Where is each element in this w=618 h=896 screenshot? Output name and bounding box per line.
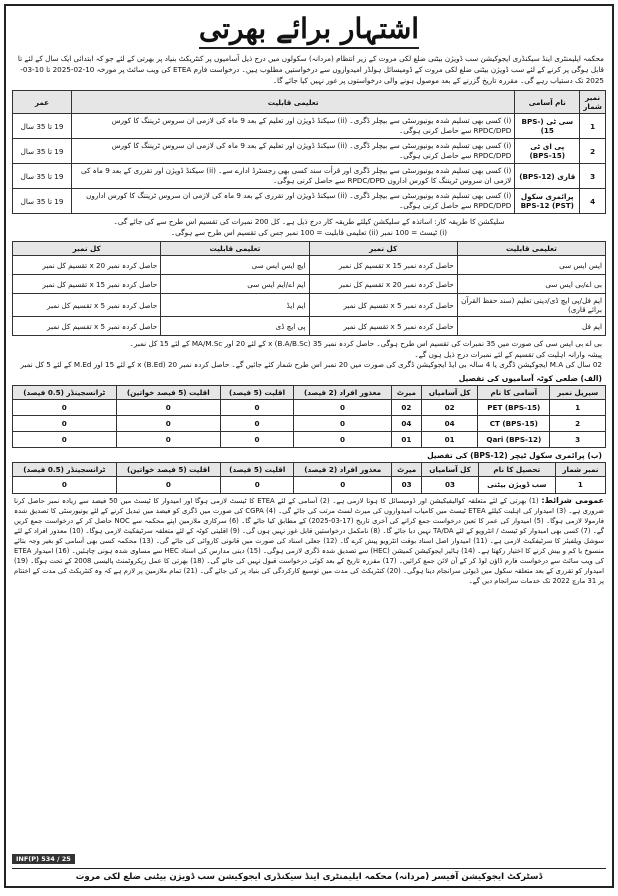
marks-note-2: پیشہ وارانہ اہلیت کی تقسیم کے لئے نمبرات درج ذیل ہوں گے۔ [414, 349, 602, 359]
pst-cell: 0 [116, 476, 220, 493]
quota-cell: 0 [220, 431, 293, 447]
table-row [13, 164, 606, 189]
quota-cell: 01 [422, 431, 478, 447]
pst-cell: 1 [555, 476, 605, 493]
row-qualification: (i) کسی بھی تسلیم شدہ یونیورسٹی سے بیچلر ڈگری۔ (ii) سیکنڈ ڈویژن اور تقرری کے بعد 9 ماہ کی لازمی ان سروس ٹریننگ کا کورس اداروں RPDC/DPD سے حاصل کرنی ہوگی۔ [72, 189, 515, 214]
marks-cell: ایم ایڈ [161, 294, 309, 317]
table-row [13, 399, 606, 415]
marks-cell: حاصل کردہ نمبر x 5 تقسیم کل نمبر [13, 317, 161, 336]
table-row [13, 415, 606, 431]
header-qualification: تعلیمی قابلیت [72, 91, 515, 114]
pst-header: ٹرانسجینڈر (0.5 فیصد) [13, 462, 117, 476]
pst-cell: 03 [422, 476, 478, 493]
table-row [13, 431, 606, 447]
row-post: سی ٹی (BPS-15) [515, 114, 580, 139]
marks-cell: ایس ایس سی [457, 256, 605, 275]
table-row [13, 114, 606, 139]
quota-cell: 0 [13, 415, 117, 431]
terms-text: (1) بھرتی کے لئے متعلقہ کوالیفیکیشن اور ڈومیسائل کا ہونا لازمی ہے۔ (2) آسامی کے لئے ETEA کا ٹیسٹ لازمی ہوگا اور امیدوار کا ٹیسٹ میں 50 فیصد سے زیادہ نمبر حاصل کرنا ضروری ہے۔ (3) امیدوار کی اہلیت کیلئے ETEA ٹیسٹ میں کامیاب امیدواروں کی میرٹ لسٹ مرتب کی جائے گی۔ (4) CGPA کی صورت میں ڈگری کو فیصد میں تبدیل کرنے کے لئے یونیورسٹی کا تصدیق شدہ فارمولا لازمی ہوگا۔ (5) امیدوار کی عمر کا تعین درخواست جمع کرانے کی آخری تاریخ (17-03-2025) کے مطابق کیا جائے گا۔ (6) سرکاری ملازمین اپنے محکمہ سے NOC حاصل کر کے درخواست جمع کریں گے۔ (7) کسی بھی امیدوار کو ٹیسٹ / انٹرویو کے لئے TA/DA نہیں دیا جائے گا۔ (8) نامکمل درخواستیں قابل غور نہیں ہوں گی۔ (9) اقلیتی کوٹہ کے لئے متعلقہ سرٹیفکیٹ لازمی ہوگا۔ (10) معذور افراد کے لئے سوشل ویلفیئر کا سرٹیفکیٹ لازمی ہے۔ (11) امیدوار اصل اسناد بوقت انٹرویو پیش کرے گا۔ (12) جعلی اسناد کی صورت میں قانونی کاروائی کی جائے گی۔ (13) محکمہ کسی بھی آسامی کو بغیر وجہ بتائے منسوخ یا کم و بیش کرنے کا اختیار رکھتا ہے۔ (14) ہائیر ایجوکیشن کمیشن (HEC) سے تصدیق شدہ ڈگری لازمی ہوگی۔ (15) دینی مدارس کی اسناد HEC سے مساوی شدہ ہونی چاہئیں۔ (16) امیدوار ETEA کی ویب سائٹ سے درخواست فارم ڈاؤن لوڈ کر کے آن لائن جمع کرائیں۔ (17) مقررہ تاریخ کے بعد کوئی درخواست قبول نہیں کی جائے گی۔ (18) بھرتی کا عمل ریکروٹمنٹ پالیسی 2008 کے تحت ہوگا۔ (19) امیدوار کو تقرری کے بعد متعلقہ سکول میں ڈیوٹی سرانجام دینا ہوگی۔ (20) کنٹریکٹ کی مدت میں توسیع کارکردگی کی بنیاد پر کی جائے گی۔ (21) تمام ملازمین پر لازم ہے کہ وہ کنٹریکٹ کی مدت کے اختتام پر 31 مارچ 2022 تک خدمات سرانجام دیں گے۔ [14, 496, 605, 586]
row-qualification: (i) کسی بھی تسلیم شدہ یونیورسٹی سے بیچلر ڈگری۔ (ii) سیکنڈ ڈویژن اور تعلیم کے بعد 9 ماہ کی لازمی ان سروس ٹریننگ کا کورس RPDC/DPD سے حاصل کرنی ہوگی۔ [72, 139, 515, 164]
row-num: 4 [580, 189, 606, 214]
row-age: 19 تا 35 سال [13, 139, 72, 164]
quota-header: اقلیت (5 فیصد خواتین) [116, 385, 220, 399]
quota-header: میرٹ [391, 385, 421, 399]
district-quota-table [12, 385, 606, 448]
marks-cell: حاصل کردہ نمبر x 15 تقسیم کل نمبر [13, 275, 161, 294]
marks-cell: حاصل کردہ نمبر x 20 تقسیم کل نمبر [13, 256, 161, 275]
quota-cell: 3 [550, 431, 606, 447]
row-post: قاری (BPS-12) [515, 164, 580, 189]
section-a-title: (الف) ضلعی کوٹہ آسامیوں کی تفصیل [458, 373, 602, 383]
marks-cell: حاصل کردہ نمبر x 5 تقسیم کل نمبر [309, 317, 457, 336]
quota-cell: 0 [116, 399, 220, 415]
title-underline [199, 47, 419, 49]
table-row [13, 317, 606, 336]
quota-header: معذور افراد (2 فیصد) [294, 385, 392, 399]
table-row [13, 294, 606, 317]
quota-cell: 0 [294, 415, 392, 431]
pst-header: تحصیل کا نام [478, 462, 555, 476]
pst-header: معذور افراد (2 فیصد) [294, 462, 392, 476]
quota-cell: 1 [550, 399, 606, 415]
issuing-authority: ڈسٹرکٹ ایجوکیشن آفیسر (مردانہ) محکمہ ایلیمنٹری اینڈ سیکنڈری ایجوکیشن سب ڈویژن بیٹنی ضلع لکی مروت [12, 868, 606, 882]
pst-cell: سب ڈویژن بیٹنی [478, 476, 555, 493]
marks-note-1: بی اے بی ایس سی کی صورت میں 35 نمبرات کی تقسیم اس طرح ہوگی۔ حاصل کردہ نمبر 35 x (B.A/B.Sc) کے لئے 20 اور MA/M.Sc کے لئے 15 کل نمبر۔ [129, 339, 602, 348]
pst-header: اقلیت (5 فیصد خواتین) [116, 462, 220, 476]
marks-cell: حاصل کردہ نمبر x 15 تقسیم کل نمبر [309, 256, 457, 275]
pst-cell: 0 [294, 476, 392, 493]
terms-title: عمومی شرائط: [541, 495, 605, 505]
quota-cell: 0 [13, 431, 117, 447]
row-age: 19 تا 35 سال [13, 189, 72, 214]
advertisement-page [4, 4, 614, 888]
row-num: 3 [580, 164, 606, 189]
marks-cell: پی ایچ ڈی [161, 317, 309, 336]
marks-header: کل نمبر [309, 242, 457, 256]
quota-header: آسامی کا نام [478, 385, 550, 399]
row-num: 1 [580, 114, 606, 139]
quota-cell: 0 [116, 431, 220, 447]
marks-notes [16, 339, 602, 371]
general-terms [14, 496, 604, 587]
header-post: نام آسامی [515, 91, 580, 114]
table-row [13, 275, 606, 294]
reference-number: INF(P) 534 / 25 [12, 854, 75, 864]
quota-cell: 0 [220, 415, 293, 431]
pst-header: نمبر شمار [555, 462, 605, 476]
row-post: پی ای ٹی (BPS-15) [515, 139, 580, 164]
quota-cell: CT (BPS-15) [478, 415, 550, 431]
quota-cell: 04 [391, 415, 421, 431]
quota-cell: 0 [294, 399, 392, 415]
row-age: 19 تا 35 سال [13, 114, 72, 139]
quota-cell: 0 [13, 399, 117, 415]
row-post: پرائمری سکول (PST) BPS-12 [515, 189, 580, 214]
quota-header: ٹرانسجینڈر (0.5 فیصد) [13, 385, 117, 399]
quota-cell: 02 [422, 399, 478, 415]
header-num: نمبر شمار [580, 91, 606, 114]
table-row [13, 139, 606, 164]
table-row [13, 189, 606, 214]
section-b-title: (ب) پرائمری سکول ٹیچر (BPS-12) کی تفصیل [427, 450, 602, 460]
marks-cell: ایم فل/پی ایچ ڈی/دینی تعلیم (سند حفظ القرآن برائے قاری) [457, 294, 605, 317]
quota-cell: 01 [391, 431, 421, 447]
posts-table [12, 90, 606, 214]
pst-header: میرٹ [392, 462, 422, 476]
marks-cell: حاصل کردہ نمبر x 5 تقسیم کل نمبر [309, 294, 457, 317]
table-row [13, 476, 606, 493]
marks-cell: حاصل کردہ نمبر x 5 تقسیم کل نمبر [13, 294, 161, 317]
pst-cell: 0 [13, 476, 117, 493]
pst-header: اقلیت (5 فیصد) [221, 462, 294, 476]
selection-note-1: سلیکشن کا طریقہ کار: اساتذہ کے سلیکشن کیلئے طریقہ کار درج ذیل ہے۔ کل 200 نمبرات کی تقسیم اس طرح سے کی جائے گی۔ [113, 217, 505, 226]
quota-table-header [13, 385, 606, 399]
quota-cell: 04 [422, 415, 478, 431]
marks-header: تعلیمی قابلیت [161, 242, 309, 256]
marks-table-header [13, 242, 606, 256]
row-num: 2 [580, 139, 606, 164]
quota-cell: 0 [116, 415, 220, 431]
marks-table [12, 241, 606, 336]
pst-cell: 03 [392, 476, 422, 493]
selection-note-2: (i) ٹیسٹ = 100 نمبر (ii) تعلیمی قابلیت = 100 نمبر جس کی تقسیم اس طرح سے ہوگی۔ [170, 227, 448, 237]
quota-header: سیریل نمبر [550, 385, 606, 399]
row-qualification: (i) کسی بھی تسلیم شدہ یونیورسٹی سے بیچلر ڈگری اور قرأت سند کسی بھی رجسٹرڈ ادارے سے۔ (ii) سیکنڈ ڈویژن اور تقرری کے بعد 9 ماہ کی لازمی ان سروس ٹریننگ کا کورس اداروں RPDC/DPD سے حاصل کرنی ہوگی۔ [72, 164, 515, 189]
pst-table-header [13, 462, 606, 476]
posts-table-header [13, 91, 606, 114]
title-block [12, 12, 606, 49]
pst-cell: 0 [221, 476, 294, 493]
selection-notes [16, 217, 602, 238]
marks-header: تعلیمی قابلیت [457, 242, 605, 256]
primary-teacher-table [12, 462, 606, 494]
marks-header: کل نمبر [13, 242, 161, 256]
pst-header: کل آسامیاں [422, 462, 478, 476]
intro-paragraph: محکمہ ایلیمنٹری اینڈ سیکنڈری ایجوکیشن سب ڈویژن بیٹنی ضلع لکی مروت کے زیر انتظام (مردانہ) سکولوں میں درج ذیل آسامیوں پر کنٹریکٹ بنیاد پر بھرتی کے لئے جو کہ ابتدائی ایک سال کے لئے تا قابل ہوگی پر کرنے کے لئے سب ڈویژن بیٹنی ضلع لکی مروت کے ڈومیسائل ہولڈر امیدواروں سے درخواستیں مطلوب ہیں۔ درخواست فارم ETEA کی ویب سائٹ پر مورخہ 10-02-2025 تا 10-03-2025 تک دستیاب رہے گی۔ مقررہ تاریخ گزرنے کے بعد موصول ہونے والی درخواستوں پر غور نہیں کیا جائے گا۔ [17, 54, 604, 85]
header-age: عمر [13, 91, 72, 114]
quota-header: کل آسامیاں [422, 385, 478, 399]
quota-cell: PET (BPS-15) [478, 399, 550, 415]
quota-cell: 02 [391, 399, 421, 415]
marks-cell: ایم اے/ایم ایس سی [161, 275, 309, 294]
quota-cell: 0 [220, 399, 293, 415]
quota-cell: 0 [294, 431, 392, 447]
marks-cell: ایچ ایس ایس سی [161, 256, 309, 275]
quota-cell: 2 [550, 415, 606, 431]
marks-cell: بی اے/بی ایس سی [457, 275, 605, 294]
row-age: 19 تا 35 سال [13, 164, 72, 189]
row-qualification: (i) کسی بھی تسلیم شدہ یونیورسٹی سے بیچلر ڈگری۔ (ii) سیکنڈ ڈویژن اور تعلیم کے بعد 9 ماہ کی لازمی ان سروس ٹریننگ کا کورس RPDC/DPD سے حاصل کرنی ہوگی۔ [72, 114, 515, 139]
quota-cell: Qari (BPS-12) [478, 431, 550, 447]
marks-cell: حاصل کردہ نمبر x 20 تقسیم کل نمبر [309, 275, 457, 294]
marks-cell: ایم فل [457, 317, 605, 336]
page-title: اشتہار برائے بھرتی [198, 12, 420, 45]
table-row [13, 256, 606, 275]
marks-note-3: 02 سال کی M.A ایجوکیشن ڈگری یا 4 سالہ بی ایڈ ایجوکیشن ڈگری کی صورت میں 20 نمبر اس طرح شمار کئے جائیں گے۔ حاصل کردہ نمبر 20 x (B.Ed) کے لئے 15 اور M.Ed کے لئے 5 کل نمبر [20, 360, 602, 369]
quota-header: اقلیت (5 فیصد) [220, 385, 293, 399]
